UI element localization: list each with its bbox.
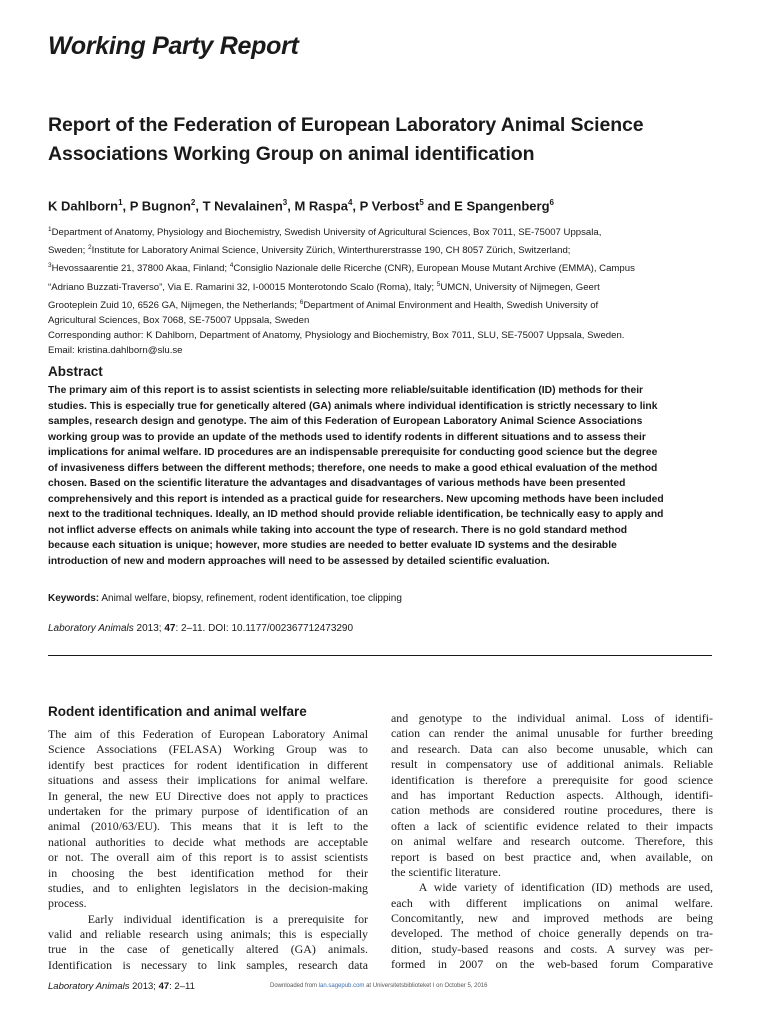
abstract-line: because each situation is unique; however, more studies are needed to better evaluate ID systems and the desirable <box>48 540 617 551</box>
download-notice <box>270 983 487 989</box>
affiliation-line <box>48 295 728 313</box>
affiliation-line: Agricultural Sciences, Box 7068, SE-75007 Uppsala, Sweden <box>48 314 310 326</box>
body-line: cation methods are considered routine procedures, there is <box>391 803 713 818</box>
body-line: situations and assess their implications for animal welfare. <box>48 773 368 788</box>
affiliation-marker: 1 <box>48 226 52 233</box>
body-line: The aim of this Federation of European Laboratory Animal <box>48 727 368 741</box>
footer-citation <box>48 981 195 992</box>
affiliation-line <box>48 258 728 276</box>
affiliation-marker: 4 <box>229 262 234 270</box>
author-list <box>48 198 554 213</box>
corresponding-author: Corresponding author: K Dahlborn, Department of Anatomy, Physiology and Biochemistry, Box 7011, SLU, SE-75007 Uppsala, Sweden. <box>48 329 625 341</box>
body-line: report is based on best practice and, when available, on <box>391 849 713 864</box>
body-line: national authorities to decide what methods are acceptable <box>48 834 368 849</box>
body-line: the scientific literature. <box>391 864 501 879</box>
affiliation-text: Grooteplein Zuid 10, 6526 GA, Nijmegen, the Netherlands; <box>48 299 300 311</box>
body-line: formed in 2007 on the web-based forum Comparative <box>391 957 713 972</box>
author-name: T Nevalainen <box>202 198 283 214</box>
body-line: In general, the new EU Directive does not apply to practices <box>48 788 368 803</box>
abstract-line: introduction of new and modern approaches will need to be assessed by detailed scientific evaluation. <box>48 555 550 567</box>
affiliation-line <box>48 240 728 258</box>
affiliation-marker: 4 <box>347 198 353 207</box>
affiliation-text: Sweden; <box>48 245 89 257</box>
body-line: result in compensatory use of additional animals. Reliable <box>391 757 713 772</box>
body-line: often a lack of scientific evidence related to their impacts <box>391 818 713 833</box>
body-line: true in the case of genetically altered (GA) animals. <box>48 942 368 957</box>
body-line: identification is therefore a prerequisite for good science <box>391 772 713 787</box>
author-name: P Bugnon <box>129 198 191 214</box>
affiliation-marker: 1 <box>118 198 123 207</box>
body-line: on animal welfare and research outcome. Therefore, this <box>391 834 713 849</box>
keywords <box>48 593 402 604</box>
body-line: animal (2010/63/EU). This means that it is left to the <box>48 819 368 834</box>
footer-volume: 47 <box>158 981 170 992</box>
affiliation-marker: 5 <box>419 198 424 207</box>
body-line: or not. The overall aim of this report is to assist scientists <box>48 850 368 865</box>
abstract-line: comprehensively and this report is intended as a practical guide for researchers. New upcoming methods have been included <box>48 493 664 505</box>
abstract-heading: Abstract <box>48 364 103 379</box>
affiliation-marker: 5 <box>436 280 441 288</box>
body-line: Identification is necessary to link samples, research data <box>48 957 368 972</box>
body-line: Science Associations (FELASA) Working Group was to <box>48 742 368 757</box>
abstract-line: not inflict adverse effects on animals while taking into account the type of research. There is no gold standard method <box>48 524 628 536</box>
citation-journal: Laboratory Animals <box>48 623 134 634</box>
body-line: developed. The method of choice generally depends on tra- <box>391 926 713 941</box>
separator: , <box>122 198 130 214</box>
abstract-line: working group was to provide an update of the methods used to identify rodents in different situations and to assess their <box>48 431 646 443</box>
affiliation-text: Hevossaarentie 21, 37800 Akaa, Finland; <box>51 263 230 275</box>
affiliation-text: Consiglio Nazionale delle Ricerche (CNR), European Mouse Mutant Archive (EMMA), Campus <box>233 263 635 275</box>
affiliations <box>48 222 728 358</box>
citation-doi: : 2–11. DOI: 10.1177/002367712473290 <box>175 623 354 634</box>
body-column-right <box>391 711 713 973</box>
separator: , <box>352 198 360 214</box>
affiliation-text: UMCN, University of Nijmegen, Geert <box>440 281 600 293</box>
keywords-label: Keywords: <box>48 593 100 604</box>
author-name: P Verbost <box>359 198 420 214</box>
body-line: undertaken for the primary purpose of identification of an <box>48 803 368 818</box>
abstract-line: of invasiveness differs between the different methods; therefore, one needs to make a good ethical evaluation of the method <box>48 462 658 474</box>
body-line: each with different implications on animal welfare. <box>391 895 713 910</box>
body-column-left <box>48 727 368 973</box>
abstract-line: implications for animal welfare. ID procedures are an indispensable prerequisite for conducting good science but the degree <box>48 447 658 458</box>
affiliation-marker: 2 <box>88 244 92 252</box>
author-name: M Raspa <box>294 198 348 214</box>
body-line: cation can render the animal unusable for further breeding <box>391 726 713 741</box>
keywords-text: Animal welfare, biopsy, refinement, rodent identification, toe clipping <box>99 593 402 604</box>
article-title: Report of the Federation of European Laboratory Animal Science Associations Working Group on animal identification <box>48 114 644 165</box>
separator: , <box>287 198 295 214</box>
download-prefix: Downloaded from <box>270 983 319 989</box>
body-line: identify best practices for rodent identification in different <box>48 757 368 772</box>
download-link[interactable]: lan.sagepub.com <box>318 983 365 989</box>
citation <box>48 623 353 634</box>
body-line: and has important Reduction aspects. Although, identifi- <box>391 787 713 802</box>
body-line: Concomitantly, new and improved methods are being <box>391 911 713 926</box>
separator: , <box>195 198 203 214</box>
affiliation-marker: 3 <box>282 198 288 207</box>
affiliation-marker: 6 <box>549 198 554 207</box>
abstract-body <box>48 383 728 569</box>
affiliation-line <box>48 222 728 240</box>
header-divider <box>48 655 712 656</box>
author-name: K Dahlborn <box>48 198 119 214</box>
affiliation-text: Department of Animal Environment and Health, Swedish University of <box>303 299 599 311</box>
body-line: in choosing the best identification method for their <box>48 865 368 880</box>
corresponding-email[interactable]: Email: kristina.dahlborn@slu.se <box>48 344 183 356</box>
body-line: process. <box>48 896 87 911</box>
affiliation-text: Institute for Laboratory Animal Science, University Zürich, Winterthurerstrasse 190, CH 8057 Zürich, Switzerland; <box>91 245 571 257</box>
section-heading: Rodent identification and animal welfare <box>48 704 307 719</box>
affiliation-marker: 2 <box>190 198 196 207</box>
footer-pages: : 2–11 <box>169 981 195 992</box>
body-line: Early individual identification is a prerequisite for <box>48 911 368 926</box>
body-line: valid and reliable research using animals; this is especially <box>48 927 368 942</box>
affiliation-text: Department of Anatomy, Physiology and Biochemistry, Swedish University of Agricultural Sciences, Box 7011, SE-75007 Uppsala, <box>51 227 602 239</box>
body-line: and research. Data can also become unusable, which can <box>391 741 713 756</box>
body-line: and genotype to the individual animal. Loss of identifi- <box>391 711 713 725</box>
body-line: A wide variety of identification (ID) methods are used, <box>391 880 713 895</box>
affiliation-line <box>48 277 728 295</box>
abstract-line: samples, research design and genotype. The aim of this Federation of European Laboratory Animal Science Associations <box>48 416 643 427</box>
abstract-line: The primary aim of this report is to assist scientists in selecting more reliable/suitable identification (ID) methods for their <box>48 385 644 396</box>
download-suffix: at Universitetsbiblioteket I on October 5, 2016 <box>364 983 488 989</box>
author-name: E Spangenberg <box>454 198 550 214</box>
body-line: dition, study-based reasons and costs. A survey was per- <box>391 941 713 956</box>
affiliation-marker: 6 <box>299 298 304 306</box>
affiliation-text: “Adriano Buzzati-Traverso”, Via E. Ramarini 32, I-00015 Monterotondo Scalo (Roma), Italy; <box>48 281 437 293</box>
footer-journal: Laboratory Animals <box>48 981 130 992</box>
citation-volume: 47 <box>164 623 176 634</box>
footer-year: 2013; <box>129 981 159 992</box>
citation-year: 2013; <box>133 623 165 634</box>
abstract-line: next to the traditional techniques. Ideally, an ID method should provide reliable identification, be technically easy to apply and <box>48 509 664 520</box>
abstract-line: chosen. Based on the scientific literature the advantages and disadvantages of various methods have been presented <box>48 478 626 489</box>
abstract-line: studies. This is especially true for genetically altered (GA) animals where individual identification is strictly necessary to link <box>48 400 658 412</box>
separator: and <box>423 198 455 214</box>
series-title: Working Party Report <box>48 32 299 60</box>
affiliation-marker: 3 <box>48 262 52 270</box>
body-line: studies, and to enlighten legislators in the decision-making <box>48 880 368 895</box>
